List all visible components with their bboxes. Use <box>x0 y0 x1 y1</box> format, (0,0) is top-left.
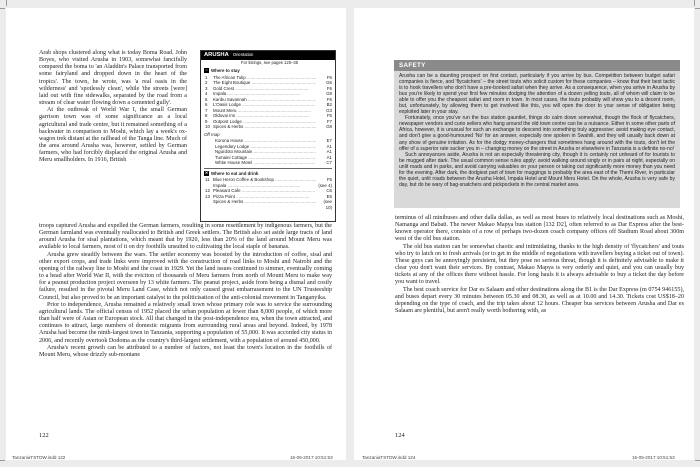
entry-grid-ref: G3 <box>316 108 332 114</box>
entry-number: 2 <box>205 80 208 85</box>
entry-number: 5 <box>205 96 208 102</box>
entry-name: Pizza Point ..... <box>213 194 316 200</box>
entry-grid-ref: A1 <box>316 149 332 155</box>
entry-grid-ref: G6 <box>316 80 332 86</box>
safety-box <box>394 60 680 208</box>
divider <box>204 168 332 169</box>
entry-number: 1 <box>205 74 208 80</box>
entry-name: Mount Meru ..... <box>213 108 316 114</box>
entry-number: 12 <box>205 188 210 193</box>
entry-name: Korona House ..... <box>215 138 316 144</box>
entry-number: 3 <box>205 85 208 91</box>
safety-body <box>394 71 680 190</box>
entry-number: 13 <box>205 193 210 199</box>
paragraph: troops captured Arusha and expelled the German farmers, resulting in some resettlement by indigenous farmers, but the German farmland was eventually reallocated to British and Greek settlers. The British also set aside large tracts of land around Arusha for sisal plantations, which meant that by 1920, less than 20% of the land around Mount Meru was available to local farmers, most of it on dry foothills unsuited to cultivating the local staple of bananas. <box>39 223 332 251</box>
where-to-stay-list <box>201 75 335 130</box>
entry-name: Legendary Lodge ..... <box>215 144 316 150</box>
entry-number: 8 <box>205 113 208 118</box>
entry-name: White House Motel ..... <box>215 160 316 166</box>
left-column-text <box>39 50 187 165</box>
off-map-list <box>201 138 335 166</box>
entry-name: Tumaini Cottage ..... <box>215 155 316 161</box>
left-page <box>6 8 346 460</box>
paragraph: Such annoyances aside, Arusha is not an especially threatening city, though it is certainly not unheard of for tourists to be mugged after dark. The usual common sense rules apply: avoid walking around singly or in pairs at night, especially on unlit roads and in parks, and avoid carrying valuables on your person or taking out significantly more money than you need for the evening. After dark, the dodgiest part of town for muggings is probably the area east of the Themi River, in particular the quiet, unlit roads between the Arusha Hotel, Impala Hotel and Mount Meru Hotel. On the whole, Arusha is very safe by day, but do be wary of bag-snatchers and pickpockets in the central market area. <box>399 151 675 188</box>
map-key-header <box>201 51 335 60</box>
entry-grid-ref: F5 <box>316 177 332 183</box>
slug-date: 15-05-2017 10:51:53 <box>632 455 675 460</box>
entry-grid-ref: A1 <box>316 144 332 150</box>
right-full-text <box>395 215 684 315</box>
left-full-text <box>39 223 332 359</box>
paragraph: Arusha grew steadily between the wars. The settler economy was boosted by the introduction of coffee, sisal and other export crops, and trade links were improved with the construction of road links to Moshi and Nairobi and the opening of the railway line to Moshi and the coast in 1929. Yet the land issues continued to simmer, eventually coming to a head after World War II, with the eviction of thousands of Meru farmers from north of Mount Meru to make way for a peanut production project overseen by 13 white farmers. The peanut project, aside from being a dismal and costly failure, resulted in the pivotal Meru Land Case, which not only caused great embarrassment to the UN Trusteeship Council, but also proved to be an important catalyst to the politicisation of the anti-colonial movement in Tanganyika. <box>39 251 332 301</box>
entry-grid-ref: F5 <box>316 113 332 119</box>
map-key-subtitle: Orientation <box>232 52 254 57</box>
entry-grid-ref: F6 <box>316 75 332 81</box>
map-key-section <box>204 171 335 177</box>
map-key-section <box>204 68 335 74</box>
entry-grid-ref: G8 <box>316 91 332 97</box>
entry-grid-ref: F6 <box>316 86 332 92</box>
entry-number: 4 <box>205 91 208 96</box>
section-title: Where to stay <box>211 68 240 73</box>
paragraph: Arusha can be a daunting prospect on first contact, particularly if you arrive by bus. Competition between budget safari companies is fierce, and 'flycatchers' – the street touts who solicit custom for these companies – know that their best tactic is to hook travellers who don't have a pre-booked safari when they arrive. As a consequence, when you arrive in Arusha by bus you're likely to spend your first few minutes dodging the attention of a dozen yelling touts, all of whom will claim to be able to offer you the cheapest safari and room in town. In most cases, the touts probably will show you to a decent room, but, unfortunately, by allowing them to get involved like this, you will open the door to your sense of obligation being exploited later in your stay. <box>399 73 675 116</box>
crop-mark <box>694 0 695 6</box>
entry-number <box>205 199 213 210</box>
entry-name: Spices & Herbs ..... <box>213 124 316 130</box>
entry-name: L'Oasis Lodge ..... <box>213 102 316 108</box>
entry-grid-ref: G8 <box>316 124 332 130</box>
section-title: Where to eat and drink <box>211 170 259 176</box>
page-number: 122 <box>39 432 49 439</box>
map-key-entry <box>201 160 335 166</box>
entry-grid-ref: F6 <box>316 97 332 103</box>
entry-grid-ref: A1 <box>316 155 332 161</box>
entry-name: Ngurdoto Mountain ..... <box>215 149 316 155</box>
slug-date: 15-05-2017 10:51:53 <box>290 455 333 460</box>
paragraph: terminus of all minibuses and other dalla dallas, as well as most buses to relatively local destinations such as Moshi, Namanga and Babati. The newer Makao Mapya bus station [132 D2], often referred to as Dar Express after the best-known operator there, consists of a row of perhaps two-dozen coach company offices off Stadium Road about 300m west of the old bus station. <box>395 215 684 243</box>
right-page <box>354 8 694 460</box>
entry-number: 11 <box>205 177 210 182</box>
map-key-entry <box>201 199 335 210</box>
entry-name: The Eight Boutique ..... <box>213 80 316 86</box>
crop-mark <box>695 460 700 461</box>
entry-grid-ref: E7 <box>316 138 332 144</box>
crop-mark <box>0 460 5 461</box>
crop-mark <box>0 8 5 9</box>
entry-number: 10 <box>205 124 210 129</box>
map-key-title: ARUSHA <box>204 52 229 58</box>
entry-name: Spices & Herbs ..... <box>213 199 316 210</box>
entry-name: The African Tulip ..... <box>213 75 316 81</box>
map-key-box <box>200 50 336 222</box>
paragraph: The best coach service for Dar es Salaam and other destinations along the B1 is the Dar Express (m 0754 946155), and buses depart every 30 minutes between 05.30 and 08.30, as well as at 10.00 and 14.30. Tickets cost US$18–20 depending on the type of coach, and the trip takes about 12 hours. Cheaper bus services between Arusha and Dar es Salaam are plentiful, but aren't really worth bothering with, as <box>395 286 684 315</box>
entry-name: Blue Heron Coffee & Bookshop ..... <box>213 177 316 183</box>
where-to-eat-list <box>201 177 335 210</box>
entry-grid-ref: B2 <box>316 102 332 108</box>
entry-name: Impala ..... <box>213 91 316 97</box>
entry-name: Impala ..... <box>213 183 316 189</box>
paragraph: Arusha's recent growth can be attributed to a number of factors, not least the town's location in the foothills of Mount Meru, whose drizzly sub-montane <box>39 344 332 358</box>
entry-grid-ref: F7 <box>316 119 332 125</box>
slug-file: TanzaniaTSTDW.indd 122 <box>12 455 66 460</box>
section-title: Off map <box>204 131 220 137</box>
entry-grid-ref: C7 <box>316 160 332 166</box>
entry-grid-ref: E5 <box>316 194 332 200</box>
slug-file: TanzaniaTSTDW.indd 124 <box>362 455 416 460</box>
entry-number: 9 <box>205 118 208 124</box>
bed-icon: ⌂ <box>205 68 208 73</box>
paragraph: At the outbreak of World War I, the small German garrison town was of some significance as a local agricultural and trade centre, but it remained something of a backwater in comparison to Moshi, which lay a week's ox-wagon trek distant at the railhead of the Tanga line. Much of the area around Arusha was, however, settled by German farmers, who had forcibly displaced the original Arusha and Meru smallholders. In 1916, British <box>39 107 187 164</box>
entry-number: 6 <box>205 102 208 107</box>
paragraph: The old bus station can be somewhat chaotic and intimidating, thanks to the high density of 'flycatchers' and touts who try to latch on to fresh arrivals (or to get in the middle of negotiations with travellers buying a ticket out of town). These guys can be annoyingly persistent, but they pose no serious threat, though it is definitely advisable to make it clear you don't want their services. By contrast, Makao Mapya is very orderly and quiet, and you can usually buy tickets at any of the offices there without hassle. For long hauls it is always advisable to buy a ticket the day before you want to travel. <box>395 243 684 286</box>
entry-name: Gold Crest ..... <box>213 86 316 92</box>
entry-grid-ref: (see 4) <box>316 183 332 189</box>
safety-heading: SAFETY <box>394 60 680 71</box>
fork-icon: ✕ <box>204 170 209 175</box>
paragraph: Fortunately, once you've run the bus station gauntlet, things do calm down somewhat, though the flock of flycatchers, newspaper vendors and curio sellers who hang around the old town centre can be a nuisance. Either in some other parts of Africa, however, it is unusual for such an exchange to descend into something truly aggressive: avoid making eye contact, and don't give a good-humoured 'No' for an answer, especially one spoken in Swahili, and they will usually back down at any show of genuine irritation. As for the dodgy money-changers that sometimes hang around with the touts, don't let the offer of a superior rate sucker you in – changing money on the street in Arusha or elsewhere in Tanzania is a definite no-no! <box>399 115 675 152</box>
crop-mark <box>6 0 7 6</box>
entry-name: Pleasant Cafe ..... <box>213 188 316 194</box>
map-key-subtitle2: For listings, see pages 125–35 <box>241 59 299 65</box>
entry-number: 7 <box>205 107 208 113</box>
entry-name: Karibu Savannah ..... <box>213 97 316 103</box>
entry-name: Olduvai Inn ..... <box>213 113 316 119</box>
map-key-entry <box>201 124 335 130</box>
page-number: 124 <box>395 432 405 439</box>
entry-name: Outpost Lodge ..... <box>213 119 316 125</box>
map-key-section <box>204 132 335 138</box>
entry-grid-ref: C6 <box>316 188 332 194</box>
paragraph: Arab shops clustered along what is today Boma Road. John Boyes, who visited Arusha in 1903, somewhat fancifully compared the boma to 'an Aladdin's Palace transported from some fairyland and dropped down in the heart of the tropics'. The town, he wrote, was 'a real oasis in the wilderness' and 'spotlessly clean', while 'the streets [were] laid out with fine sidewalks, separated by the road from a stream of clear water flowing down a cemented gully'. <box>39 50 187 107</box>
paragraph: Prior to independence, Arusha remained a relatively small town whose primary role was to service the surrounding agricultural lands. The official census of 1952 placed the urban population at fewer than 8,000 people, of which more than half were of Asian or European stock. All that changed in the post-independence era, when the town attracted, and continues to attract, large numbers of domestic migrants from surrounding rural areas and beyond. Indeed, by 1978 Arusha had become the ninth-largest town in Tanzania, supporting a population of 55,000. It was accorded city status in 2006, and recently overtook Dodoma as the country's third-largest settlement, with a population of around 450,000. <box>39 301 332 344</box>
crop-mark <box>695 8 700 9</box>
entry-grid-ref: (see 10) <box>316 199 332 210</box>
